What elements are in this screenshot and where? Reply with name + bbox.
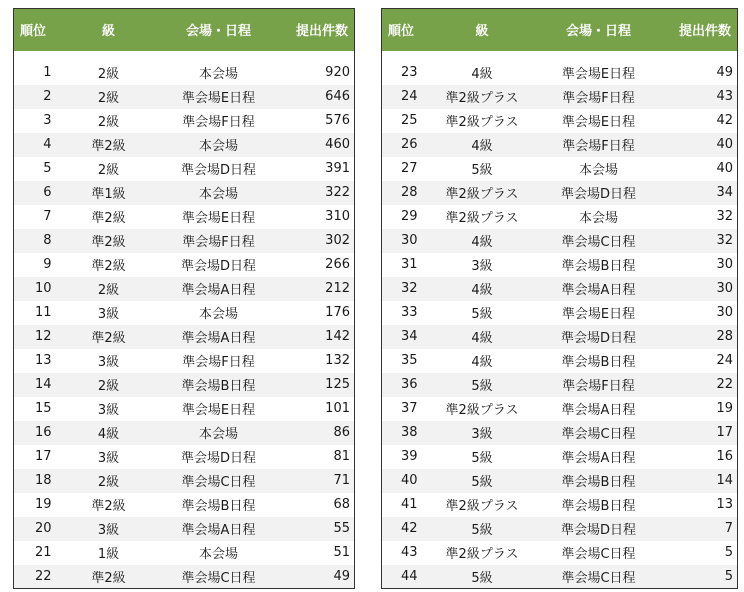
count-cell: 920 [325, 65, 350, 80]
venue-cell: 本会場 [150, 133, 288, 157]
grade-cell: 5級 [471, 307, 493, 322]
venue-cell: 本会場 [578, 163, 618, 178]
rank-cell: 23 [400, 65, 418, 80]
grade-cell: 準2級プラス [445, 211, 519, 226]
venue-cell: 本会場 [198, 307, 238, 322]
rank-cell: 7 [43, 209, 52, 224]
rank-cell: 32 [382, 277, 434, 301]
grade-cell: 2級 [68, 373, 150, 397]
rank-cell: 37 [400, 401, 418, 416]
grade-cell: 準2級 [68, 565, 150, 589]
venue-cell: 準会場B日程 [561, 499, 636, 514]
table-row [382, 421, 738, 445]
rank-cell: 3 [43, 113, 52, 128]
grade-cell: 準2級 [91, 499, 126, 514]
grade-cell: 準2級プラス [434, 85, 531, 109]
venue-cell: 準会場A日程 [150, 277, 288, 301]
ranking-table-right [381, 8, 738, 589]
venue-cell: 本会場 [150, 421, 288, 445]
rank-cell: 2 [14, 85, 68, 109]
rank-cell: 11 [34, 305, 52, 320]
venue-cell: 準会場B日程 [561, 259, 636, 274]
grade-cell: 4級 [434, 325, 531, 349]
table-body-left [14, 51, 355, 589]
venue-cell: 準会場D日程 [180, 163, 256, 178]
table-row [14, 565, 355, 589]
count-cell: 86 [288, 421, 355, 445]
grade-cell: 4級 [434, 133, 531, 157]
spacer-row [382, 51, 738, 61]
table-row [382, 541, 738, 565]
venue-cell: 準会場C日程 [561, 547, 636, 562]
rank-cell: 27 [400, 161, 418, 176]
count-cell: 142 [288, 325, 355, 349]
count-cell: 646 [288, 85, 355, 109]
grade-cell: 5級 [471, 451, 493, 466]
rank-cell: 35 [400, 353, 418, 368]
count-cell: 16 [716, 449, 733, 464]
count-cell: 132 [325, 353, 350, 368]
count-cell: 28 [667, 325, 738, 349]
rank-cell: 24 [382, 85, 434, 109]
count-cell: 5 [667, 565, 738, 589]
venue-cell: 本会場 [578, 211, 618, 226]
table-row [14, 349, 355, 373]
header-venue: 会場・日程 [185, 24, 251, 40]
rank-cell: 25 [400, 113, 418, 128]
rank-cell: 29 [400, 209, 418, 224]
rank-cell: 26 [382, 133, 434, 157]
rank-cell: 38 [382, 421, 434, 445]
grade-cell: 4級 [68, 421, 150, 445]
venue-cell: 準会場A日程 [561, 451, 636, 466]
count-cell: 14 [667, 469, 738, 493]
grade-cell: 3級 [97, 355, 120, 370]
count-cell: 43 [667, 85, 738, 109]
table-row [14, 229, 355, 253]
header-count: 提出件数 [295, 24, 348, 40]
header-count: 提出件数 [678, 24, 731, 40]
spacer-row [14, 51, 355, 61]
table-row [14, 133, 355, 157]
table-row [382, 109, 738, 133]
rank-cell: 10 [14, 277, 68, 301]
rank-cell: 40 [382, 469, 434, 493]
grade-cell: 2級 [97, 67, 120, 82]
table-row [14, 61, 355, 85]
grade-cell: 4級 [434, 229, 531, 253]
rank-cell: 13 [34, 353, 52, 368]
venue-cell: 本会場 [198, 547, 238, 562]
count-cell: 460 [288, 133, 355, 157]
grade-cell: 1級 [97, 547, 120, 562]
table-row [14, 421, 355, 445]
rank-cell: 28 [382, 181, 434, 205]
rank-cell: 30 [382, 229, 434, 253]
grade-cell: 4級 [434, 277, 531, 301]
rank-cell: 31 [400, 257, 418, 272]
rank-cell: 8 [14, 229, 68, 253]
count-cell: 125 [288, 373, 355, 397]
rank-cell: 36 [382, 373, 434, 397]
grade-cell: 3級 [97, 403, 120, 418]
venue-cell: 準会場F日程 [182, 115, 255, 130]
venue-cell: 準会場F日程 [531, 373, 667, 397]
table-row [382, 325, 738, 349]
rank-cell: 43 [400, 545, 418, 560]
count-cell: 7 [667, 517, 738, 541]
venue-cell: 準会場B日程 [150, 373, 288, 397]
count-cell: 310 [325, 209, 350, 224]
count-cell: 266 [325, 257, 350, 272]
grade-cell: 2級 [97, 163, 120, 178]
table-row [382, 493, 738, 517]
grade-cell: 準2級プラス [434, 181, 531, 205]
count-cell: 55 [288, 517, 355, 541]
venue-cell: 準会場E日程 [181, 211, 256, 226]
venue-cell: 準会場C日程 [150, 469, 288, 493]
rank-cell: 9 [43, 257, 52, 272]
table-row [382, 469, 738, 493]
grade-cell: 3級 [97, 451, 120, 466]
count-cell: 19 [716, 401, 733, 416]
count-cell: 302 [288, 229, 355, 253]
table-row [14, 277, 355, 301]
venue-cell: 準会場D日程 [180, 259, 256, 274]
table-row [382, 517, 738, 541]
venue-cell: 準会場B日程 [531, 469, 667, 493]
rank-cell: 12 [14, 325, 68, 349]
venue-cell: 準会場D日程 [531, 181, 667, 205]
venue-cell: 準会場F日程 [150, 229, 288, 253]
table-row [14, 493, 355, 517]
table-row [382, 181, 738, 205]
venue-cell: 準会場B日程 [181, 499, 256, 514]
table-row [382, 133, 738, 157]
rank-cell: 18 [14, 469, 68, 493]
count-cell: 51 [333, 545, 350, 560]
table-row [382, 445, 738, 469]
rank-cell: 5 [43, 161, 52, 176]
grade-cell: 準2級 [68, 325, 150, 349]
count-cell: 17 [667, 421, 738, 445]
table-row [14, 541, 355, 565]
count-cell: 32 [716, 209, 733, 224]
venue-cell: 準会場D日程 [531, 517, 667, 541]
grade-cell: 2級 [68, 277, 150, 301]
count-cell: 101 [325, 401, 350, 416]
rank-cell: 44 [382, 565, 434, 589]
table-row [382, 229, 738, 253]
venue-cell: 準会場F日程 [531, 133, 667, 157]
rank-cell: 1 [43, 65, 52, 80]
table-row [14, 325, 355, 349]
rank-cell: 16 [14, 421, 68, 445]
venue-cell: 準会場E日程 [150, 85, 288, 109]
header-grade: 級 [475, 24, 489, 40]
table-row [14, 181, 355, 205]
table-row [14, 205, 355, 229]
table-row [14, 517, 355, 541]
table-row [382, 157, 738, 181]
count-cell: 176 [325, 305, 350, 320]
rank-cell: 41 [400, 497, 418, 512]
rank-cell: 4 [14, 133, 68, 157]
table-row [382, 301, 738, 325]
table-row [382, 373, 738, 397]
table-row [382, 61, 738, 85]
grade-cell: 5級 [471, 163, 493, 178]
table-row [14, 445, 355, 469]
venue-cell: 準会場A日程 [150, 325, 288, 349]
ranking-table-left [13, 8, 355, 589]
venue-cell: 準会場A日程 [150, 517, 288, 541]
table-row [382, 565, 738, 589]
grade-cell: 5級 [434, 469, 531, 493]
table-row [14, 253, 355, 277]
count-cell: 40 [667, 133, 738, 157]
venue-cell: 準会場C日程 [531, 565, 667, 589]
rank-cell: 20 [14, 517, 68, 541]
rank-cell: 22 [14, 565, 68, 589]
rank-cell: 19 [34, 497, 52, 512]
grade-cell: 3級 [97, 307, 120, 322]
rank-cell: 21 [34, 545, 52, 560]
grade-cell: 3級 [434, 421, 531, 445]
grade-cell: 準2級プラス [445, 547, 519, 562]
count-cell: 322 [288, 181, 355, 205]
grade-cell: 2級 [68, 85, 150, 109]
count-cell: 34 [667, 181, 738, 205]
grade-cell: 準2級 [91, 259, 126, 274]
rank-cell: 34 [382, 325, 434, 349]
rank-cell: 42 [382, 517, 434, 541]
table-row [14, 373, 355, 397]
header-rank: 順位 [20, 24, 47, 40]
table-row [382, 397, 738, 421]
rank-cell: 39 [400, 449, 418, 464]
grade-cell: 準2級 [91, 211, 126, 226]
table-row [14, 469, 355, 493]
venue-cell: 準会場C日程 [531, 229, 667, 253]
table-row [382, 85, 738, 109]
count-cell: 391 [325, 161, 350, 176]
count-cell: 212 [288, 277, 355, 301]
count-cell: 24 [716, 353, 733, 368]
rank-cell: 33 [400, 305, 418, 320]
count-cell: 22 [667, 373, 738, 397]
count-cell: 30 [667, 277, 738, 301]
table-header-row [14, 9, 355, 51]
grade-cell: 準1級 [68, 181, 150, 205]
grade-cell: 2級 [68, 469, 150, 493]
grade-cell: 2級 [97, 115, 120, 130]
table-row [382, 253, 738, 277]
table-row [14, 301, 355, 325]
grade-cell: 5級 [434, 373, 531, 397]
grade-cell: 3級 [68, 517, 150, 541]
grade-cell: 準2級プラス [445, 499, 519, 514]
count-cell: 49 [288, 565, 355, 589]
count-cell: 40 [716, 161, 733, 176]
grade-cell: 5級 [434, 517, 531, 541]
grade-cell: 準2級 [68, 133, 150, 157]
table-row [382, 277, 738, 301]
grade-cell: 3級 [471, 259, 493, 274]
venue-cell: 準会場C日程 [531, 421, 667, 445]
venue-cell: 準会場A日程 [561, 403, 636, 418]
grade-cell: 準2級プラス [445, 115, 519, 130]
table-row [14, 157, 355, 181]
grade-cell: 準2級プラス [445, 403, 519, 418]
count-cell: 42 [716, 113, 733, 128]
rank-cell: 15 [34, 401, 52, 416]
table-row [14, 397, 355, 421]
venue-cell: 準会場E日程 [561, 67, 636, 82]
rank-cell: 17 [34, 449, 52, 464]
count-cell: 32 [667, 229, 738, 253]
count-cell: 5 [724, 545, 733, 560]
venue-cell: 準会場E日程 [181, 403, 256, 418]
count-cell: 81 [333, 449, 350, 464]
table-row [14, 109, 355, 133]
grade-cell: 4級 [471, 355, 493, 370]
venue-cell: 準会場F日程 [531, 85, 667, 109]
venue-cell: 準会場B日程 [561, 355, 636, 370]
rank-cell: 14 [14, 373, 68, 397]
count-cell: 13 [716, 497, 733, 512]
grade-cell: 5級 [434, 565, 531, 589]
count-cell: 49 [716, 65, 733, 80]
grade-cell: 4級 [471, 67, 493, 82]
table-row [382, 205, 738, 229]
count-cell: 30 [716, 257, 733, 272]
table-body-right [382, 51, 738, 589]
table-row [382, 349, 738, 373]
rank-cell: 6 [14, 181, 68, 205]
header-grade: 級 [101, 24, 115, 40]
count-cell: 68 [333, 497, 350, 512]
count-cell: 576 [325, 113, 350, 128]
venue-cell: 本会場 [198, 67, 238, 82]
venue-cell: 準会場A日程 [531, 277, 667, 301]
grade-cell: 準2級 [68, 229, 150, 253]
venue-cell: 準会場D日程 [180, 451, 256, 466]
spacer-cell [382, 51, 738, 61]
venue-cell: 準会場E日程 [561, 307, 636, 322]
venue-cell: 本会場 [150, 181, 288, 205]
count-cell: 30 [716, 305, 733, 320]
venue-cell: 準会場D日程 [531, 325, 667, 349]
count-cell: 71 [288, 469, 355, 493]
venue-cell: 準会場E日程 [561, 115, 636, 130]
spacer-cell [14, 51, 355, 61]
table-header-row [382, 9, 738, 51]
venue-cell: 準会場F日程 [182, 355, 255, 370]
header-rank: 順位 [388, 24, 415, 40]
venue-cell: 準会場C日程 [150, 565, 288, 589]
header-venue: 会場・日程 [565, 24, 631, 40]
table-row [14, 85, 355, 109]
